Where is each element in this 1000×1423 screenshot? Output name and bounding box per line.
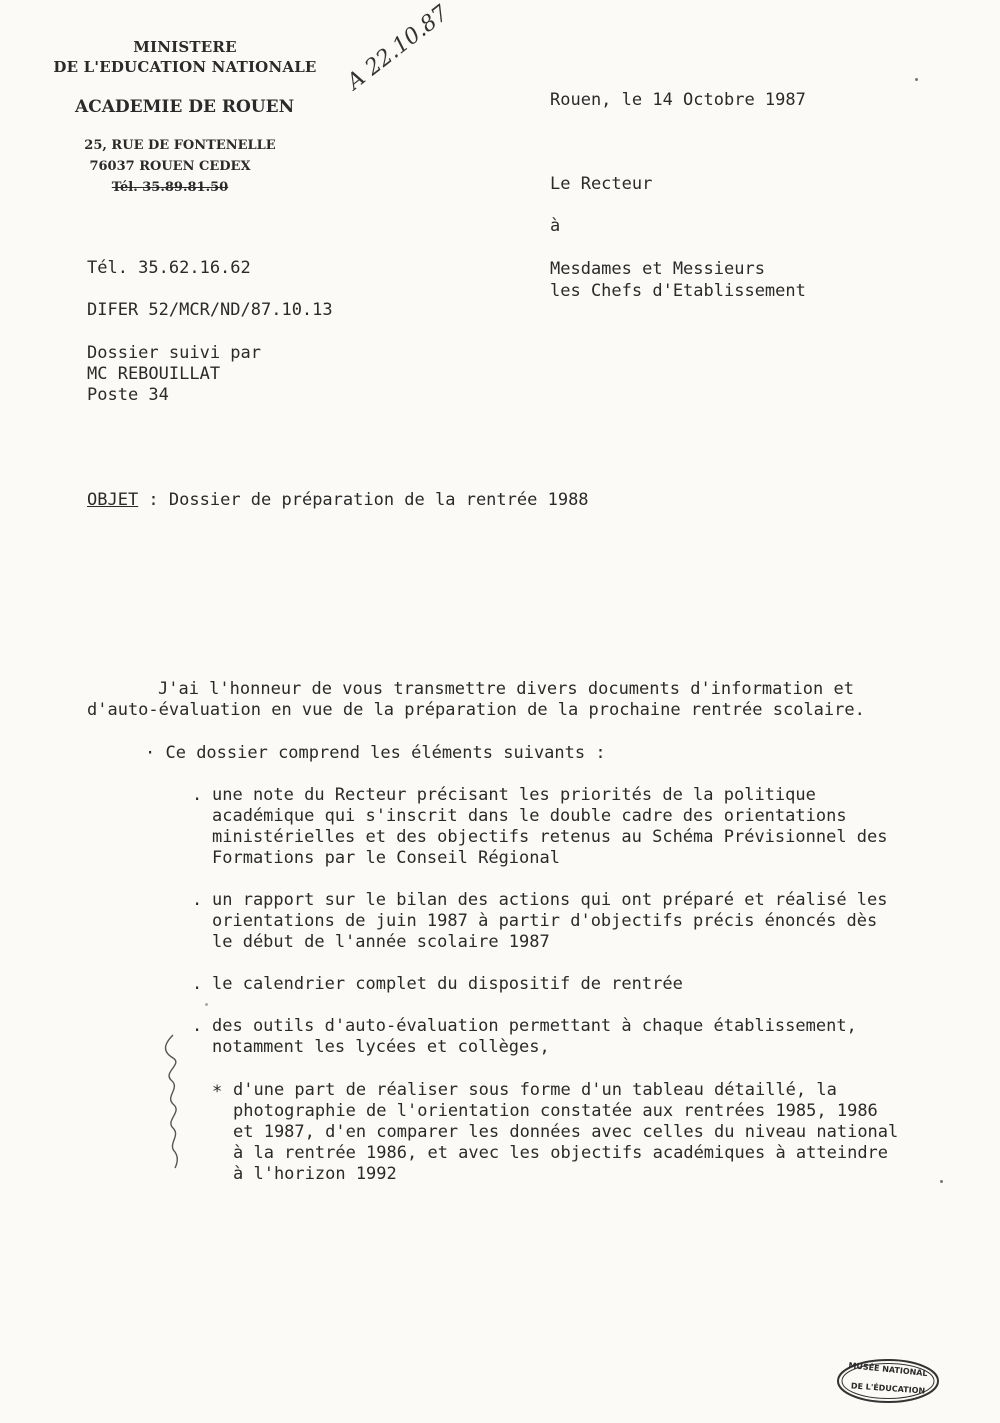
scan-speck bbox=[205, 1003, 208, 1006]
sub-item-line: à l'horizon 1992 bbox=[233, 1164, 397, 1184]
intro-line1: J'ai l'honneur de vous transmettre divers documents d'information et bbox=[158, 679, 854, 699]
intro-line2: d'auto-évaluation en vue de la préparation de la prochaine rentrée scolaire. bbox=[87, 700, 865, 720]
ministry-line1: MINISTERE bbox=[133, 38, 237, 56]
academy-name: ACADEMIE DE ROUEN bbox=[75, 97, 295, 117]
margin-wavy-mark bbox=[155, 1030, 195, 1170]
subject-text: Dossier de préparation de la rentrée 1988 bbox=[168, 490, 589, 510]
handwritten-date-annotation: A 22.10.87 bbox=[342, 0, 454, 95]
extension: Poste 34 bbox=[87, 385, 169, 405]
scan-speck bbox=[940, 1180, 943, 1183]
stamp-line2: DE L'ÉDUCATION bbox=[850, 1381, 926, 1396]
reference-code: DIFER 52/MCR/ND/87.10.13 bbox=[87, 300, 333, 320]
sub-item-line: et 1987, d'en comparer les données avec celles du niveau national bbox=[233, 1122, 899, 1142]
sub-item-line: à la rentrée 1986, et avec les objectifs académiques à atteindre bbox=[233, 1143, 889, 1163]
old-phone-struck: Tél. 35.89.81.50 bbox=[111, 180, 229, 195]
bullet-dot: . bbox=[192, 890, 203, 910]
list-intro-text: Ce dossier comprend les éléments suivants : bbox=[165, 743, 606, 763]
bullet-dot: . bbox=[192, 974, 203, 994]
list-item-line: ministérielles et des objectifs retenus au Schéma Prévisionnel des bbox=[212, 827, 888, 847]
list-item-line: orientations de juin 1987 à partir d'objectifs précis énoncés dès bbox=[212, 911, 878, 931]
museum-stamp bbox=[836, 1358, 940, 1404]
followed-by-name: MC REBOUILLAT bbox=[87, 364, 221, 384]
bullet-dot: . bbox=[192, 785, 203, 805]
contact-phone: Tél. 35.62.16.62 bbox=[87, 258, 251, 278]
list-item-line: notamment les lycées et collèges, bbox=[212, 1037, 550, 1057]
list-item-line: académique qui s'inscrit dans le double cadre des orientations bbox=[212, 806, 847, 826]
to-word: à bbox=[550, 216, 561, 236]
followed-by-label: Dossier suivi par bbox=[87, 343, 261, 363]
sub-item-marker: * bbox=[212, 1082, 223, 1102]
subject-line bbox=[87, 490, 589, 511]
dateline: Rouen, le 14 Octobre 1987 bbox=[550, 90, 806, 110]
sub-item-line: photographie de l'orientation constatée aux rentrées 1985, 1986 bbox=[233, 1101, 878, 1121]
recipient-line2: les Chefs d'Etablissement bbox=[550, 281, 806, 301]
ministry-line2: DE L'EDUCATION NATIONALE bbox=[53, 58, 317, 76]
list-item-line: Formations par le Conseil Régional bbox=[212, 848, 560, 868]
recipient-line1: Mesdames et Messieurs bbox=[550, 259, 765, 279]
stamp-line1: MUSÉE NATIONAL bbox=[848, 1360, 928, 1379]
bullet-dot: . bbox=[192, 1016, 203, 1036]
list-item-line: une note du Recteur précisant les priorités de la politique bbox=[212, 785, 816, 805]
subject-sep: : bbox=[138, 490, 169, 510]
sender: Le Recteur bbox=[550, 174, 653, 194]
list-item-line: le début de l'année scolaire 1987 bbox=[212, 932, 550, 952]
list-item-line: un rapport sur le bilan des actions qui ont préparé et réalisé les bbox=[212, 890, 888, 910]
list-intro: · Ce dossier comprend les éléments suivants : bbox=[145, 743, 606, 763]
scan-speck bbox=[915, 78, 918, 81]
list-item-line: le calendrier complet du dispositif de rentrée bbox=[212, 974, 683, 994]
subject-label: OBJET bbox=[87, 490, 139, 510]
list-item-line: des outils d'auto-évaluation permettant à chaque établissement, bbox=[212, 1016, 857, 1036]
address-line2: 76037 ROUEN CEDEX bbox=[89, 159, 251, 174]
address-line1: 25, RUE DE FONTENELLE bbox=[84, 138, 276, 153]
sub-item-line: d'une part de réaliser sous forme d'un tableau détaillé, la bbox=[233, 1080, 837, 1100]
